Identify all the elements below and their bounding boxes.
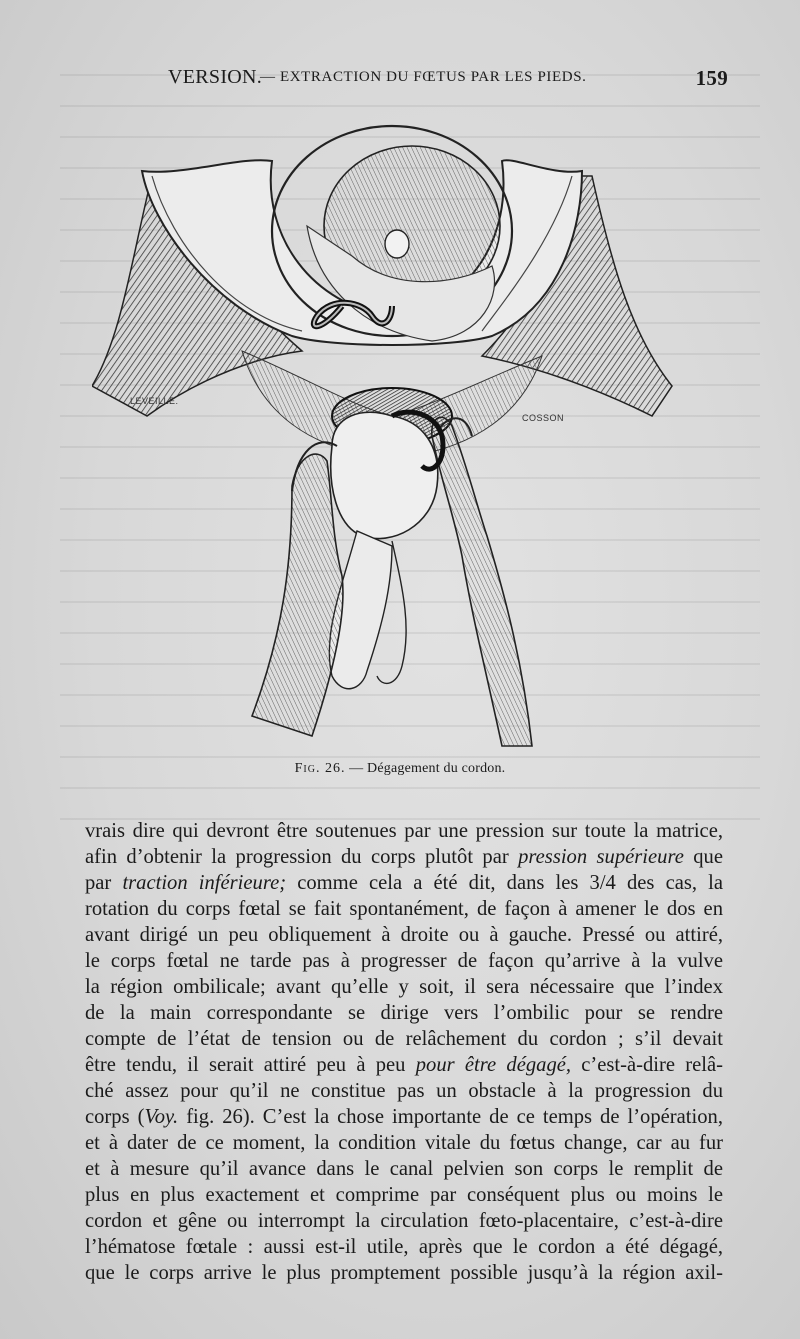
text-line [85,818,723,844]
text-segment: compte de l’état de tension ou de relâchement du cordon ; s’il devait [85,1028,723,1050]
text-line [85,1026,723,1052]
text-segment: que [683,846,723,868]
header-title: VERSION. [168,66,263,88]
text-line [85,1052,723,1078]
text-line [85,1260,723,1286]
text-segment: être tendu, il serait attiré peu à peu [85,1054,416,1076]
body-paragraph [85,818,723,1286]
text-line [85,922,723,948]
running-header [168,66,728,98]
fetal-buttocks [331,412,438,538]
text-line [85,1078,723,1104]
text-segment: le corps fœtal ne tarde pas à progresser de façon qu’arrive à la vulve [85,950,723,972]
text-segment: avant dirigé un peu obliquement à droite ou à gauche. Pressé ou attiré, [85,924,723,946]
italic-text: Voy. [144,1106,179,1128]
text-line [85,1234,723,1260]
text-segment: et à dater de ce moment, la condition vitale du fœtus change, car au fur [85,1132,723,1154]
fetal-ear [385,230,409,258]
text-segment: et à mesure qu’il avance dans le canal pelvien son corps le remplit de [85,1158,723,1180]
text-line [85,870,723,896]
text-segment: vrais dire qui devront être soutenues par une pression sur toute la matrice, [85,820,723,842]
figure-number: Fig. 26. [294,761,346,776]
text-line [85,1156,723,1182]
text-segment: corps ( [85,1106,145,1128]
italic-text: pour être dégagé, [415,1054,572,1076]
figure-caption [0,761,800,777]
text-segment: par [85,872,123,894]
text-segment: rotation du corps fœtal se fait spontanément, de façon à amener le dos en [85,898,723,920]
text-segment: l’hématose fœtale : aussi est-il utile, après que le cordon a été dégagé, [85,1236,723,1258]
figure-caption-text: — Dégagement du cordon. [349,761,506,776]
text-segment: comme cela a été dit, dans les 3/4 des cas, la [286,872,724,894]
engraving-figure [92,116,680,756]
text-segment: afin d’obtenir la progression du corps plutôt par [85,846,519,868]
text-line [85,1000,723,1026]
left-hand [252,454,343,736]
right-hand [432,417,532,746]
text-segment: la région ombilicale; avant qu’elle y soit, il sera nécessaire que l’index [85,976,723,998]
text-line [85,1208,723,1234]
text-segment: fig. 26). C’est la chose importante de ce temps de l’opération, [178,1106,723,1128]
text-segment: de la main correspondante se dirige vers l’ombilic pour se rendre [85,1002,723,1024]
text-segment: cordon et gêne ou interrompt la circulation fœto-placentaire, c’est-à-dire [85,1210,723,1232]
italic-text: pression supérieure [518,846,684,868]
engraving-illustration [92,116,680,756]
engraver-signature-left: LEVEILLE. [130,396,179,406]
italic-text: traction inférieure; [122,872,287,894]
text-line [85,948,723,974]
text-line [85,974,723,1000]
header-subtitle: — EXTRACTION DU FŒTUS PAR LES PIEDS. [260,69,587,85]
text-segment: plus en plus exactement et comprime par conséquent plus ou moins le [85,1184,723,1206]
text-line [85,1130,723,1156]
text-line [85,1182,723,1208]
text-line [85,1104,723,1130]
page-number: 159 [695,66,728,90]
text-segment: ché assez pour qu’il ne constitue pas un obstacle à la progression du [85,1080,723,1102]
text-line [85,896,723,922]
text-segment: que le corps arrive le plus promptement possible jusqu’à la région axil- [85,1262,723,1284]
engraver-signature-right: COSSON [522,413,565,423]
text-line [85,844,723,870]
text-segment: c’est-à-dire relâ- [571,1054,724,1076]
